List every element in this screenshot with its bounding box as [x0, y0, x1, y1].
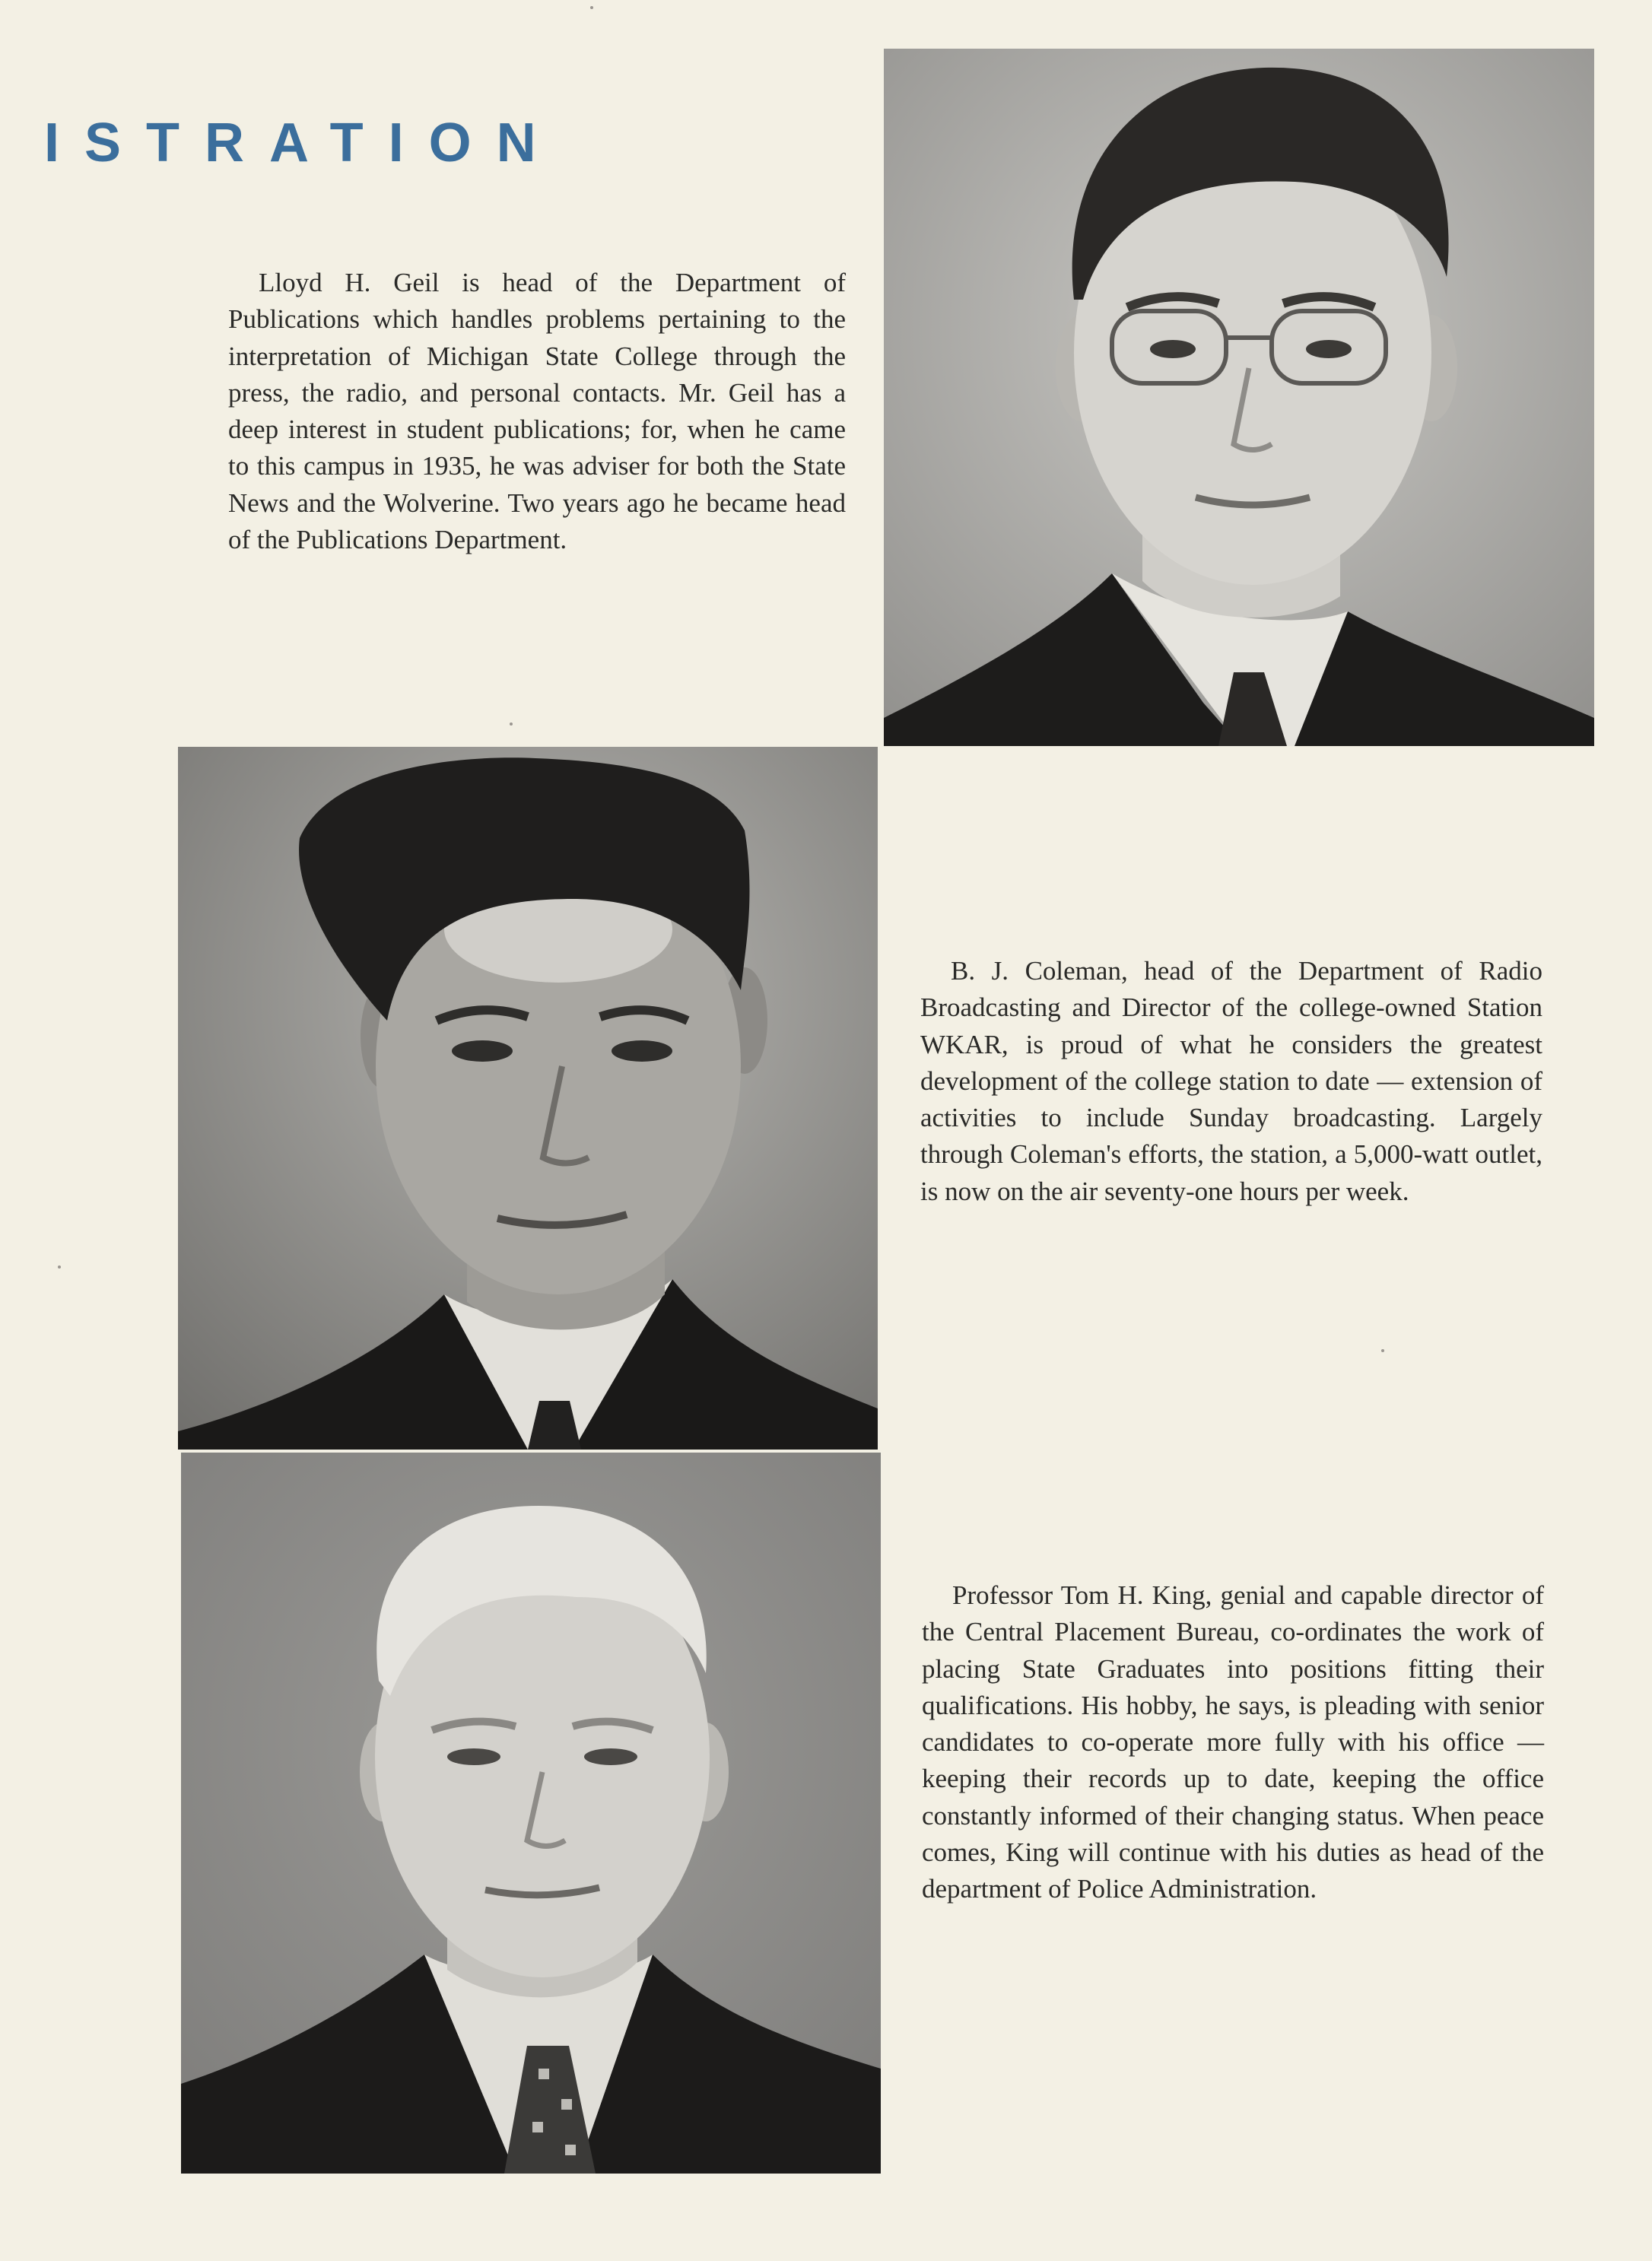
portrait-photo-coleman [178, 747, 878, 1450]
profile-text-king: Professor Tom H. King, genial and capable director of the Central Placement Bureau, co-ordinates the work of placing State Graduates into positions fitting their qualifications. His hobby, he says, is pleading with senior candidates to co-operate more fully with his office — keeping their records up to date, keeping the office constantly informed of their changing status. When peace comes, King will continue with his duties as head of the department of Police Administration. [922, 1580, 1544, 1904]
profile-text-coleman: B. J. Coleman, head of the Department of Radio Broadcasting and Director of the college-owned Station WKAR, is proud of what he considers the greatest development of the college station to date — extension of activities to include Sunday broadcasting. Largely through Coleman's efforts, the station, a 5,000-watt outlet, is now on the air seventy-one hours per week. [920, 956, 1542, 1206]
portrait-photo-geil [884, 49, 1594, 746]
paper-speck [58, 1265, 61, 1269]
profile-text-geil: Lloyd H. Geil is head of the Department of Publications which handles problems pertaining to the interpretation of Michigan State College through the press, the radio, and personal contacts. Mr. Geil has a deep interest in student publications; for, when he came to this campus in 1935, he was adviser for both the State News and the Wolverine. Two years ago he became head of the Publications Department. [228, 268, 846, 555]
section-heading: ISTRATION [44, 113, 561, 173]
portrait-photo-king [181, 1453, 881, 2174]
paper-speck [1381, 1349, 1384, 1352]
paper-speck [510, 722, 513, 726]
paper-speck [590, 6, 593, 9]
